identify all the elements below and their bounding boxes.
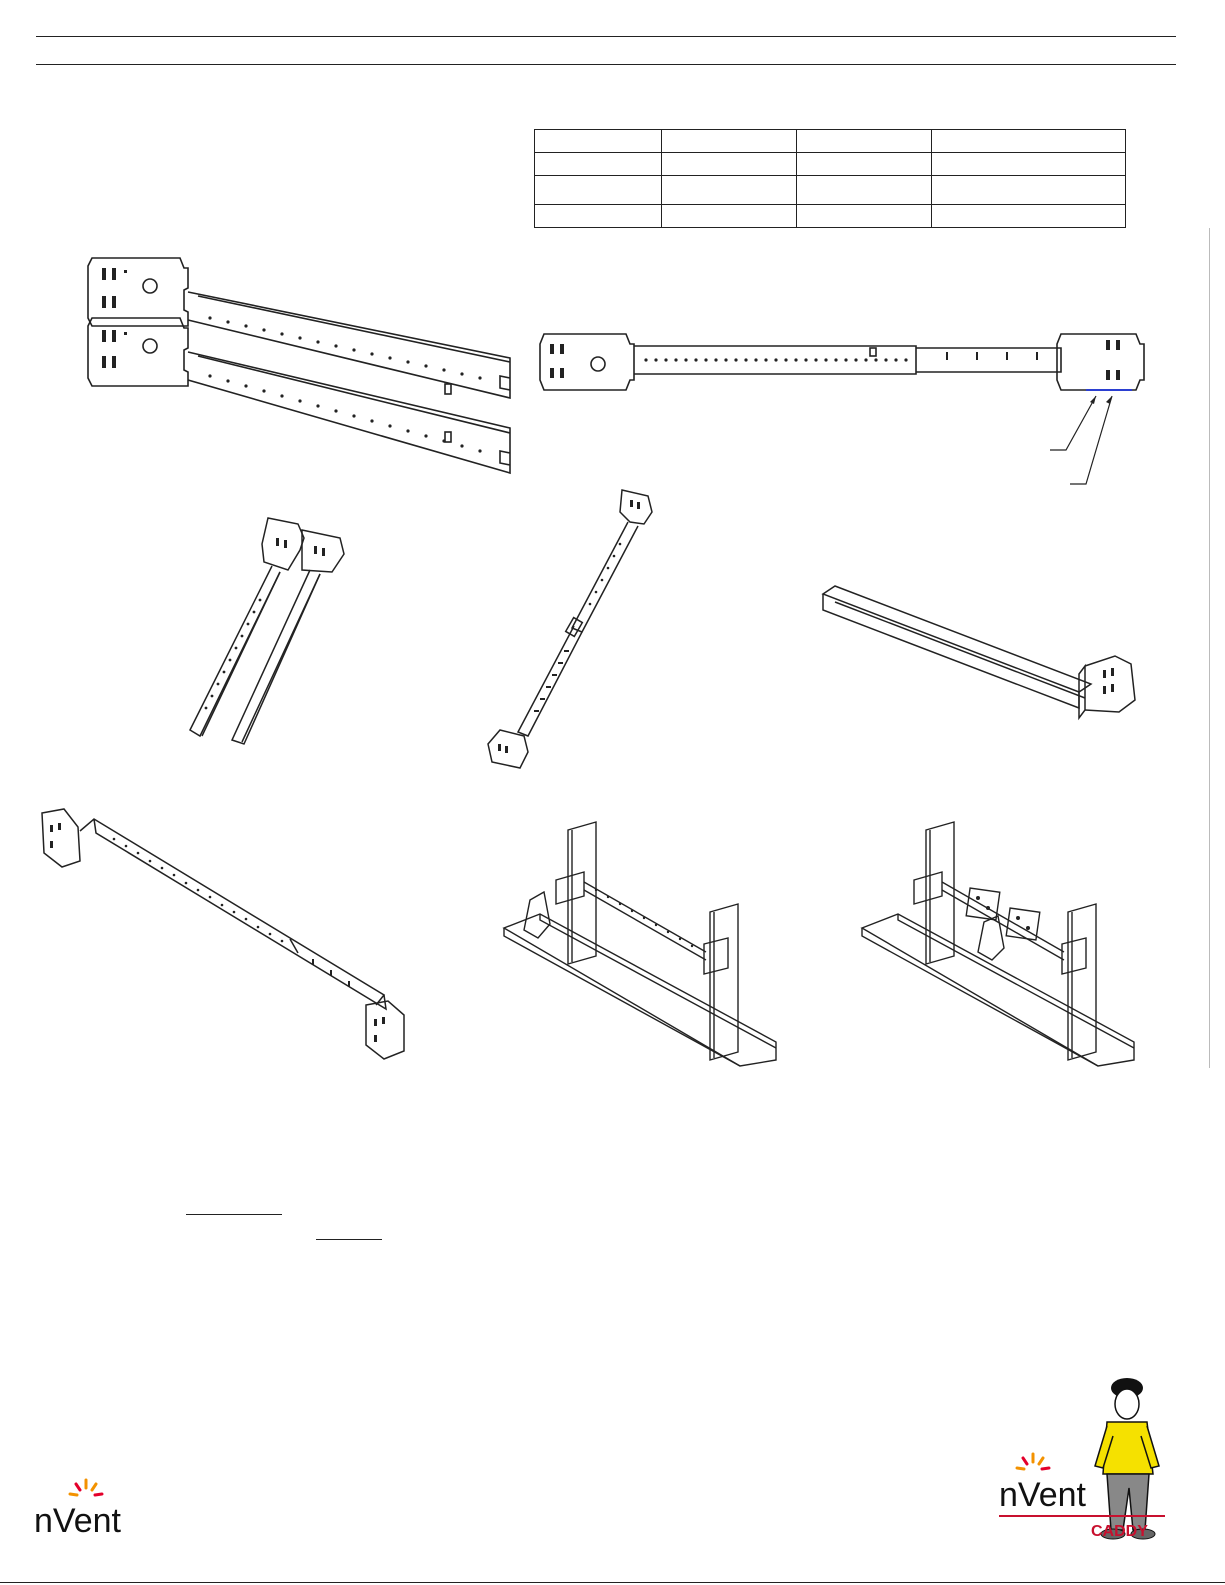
header-rule-bottom (36, 64, 1176, 65)
table-row (535, 130, 1126, 153)
caddy-mascot-icon (1095, 1378, 1159, 1539)
table-cell (662, 153, 797, 176)
table-cell (932, 176, 1126, 205)
table-cell (932, 153, 1126, 176)
caddy-wordmark: CADDY (1091, 1523, 1148, 1540)
figure-bracket-with-bent-ends (36, 805, 416, 1070)
nvent-logo-text: nVent (34, 1502, 121, 1540)
nvent-caddy-logo (995, 1370, 1175, 1545)
table-cell (797, 130, 932, 153)
figure-bracket-installed-between-studs (500, 820, 780, 1070)
table-cell (797, 176, 932, 205)
table-cell (535, 130, 662, 153)
header-rule-top (36, 36, 1176, 37)
table-cell (535, 176, 662, 205)
underline-mark (186, 1214, 282, 1215)
table-cell (932, 205, 1126, 228)
table-cell (662, 176, 797, 205)
spec-table (534, 129, 1126, 228)
figure-pair-of-brackets-stacked (80, 248, 520, 483)
table-cell (535, 205, 662, 228)
figure-bracket-channel-perspective (815, 580, 1145, 725)
table-cell (797, 205, 932, 228)
table-cell (797, 153, 932, 176)
figure-extended-bracket-diagonal (480, 482, 670, 777)
nvent-caddy-logo-text: nVent (999, 1476, 1086, 1514)
right-margin-line (1209, 228, 1210, 1068)
nvent-logo (30, 1472, 140, 1542)
callout-leaders (1050, 388, 1130, 488)
table-cell (662, 130, 797, 153)
table-row (535, 205, 1126, 228)
table-cell (662, 205, 797, 228)
figure-pair-of-brackets-angled (180, 510, 360, 750)
table-cell (932, 130, 1126, 153)
figure-bracket-installed-with-boxes (858, 820, 1138, 1070)
table-row (535, 153, 1126, 176)
table-row (535, 176, 1126, 205)
footer-rule (0, 1582, 1225, 1583)
underline-mark (316, 1239, 382, 1240)
table-cell (535, 153, 662, 176)
